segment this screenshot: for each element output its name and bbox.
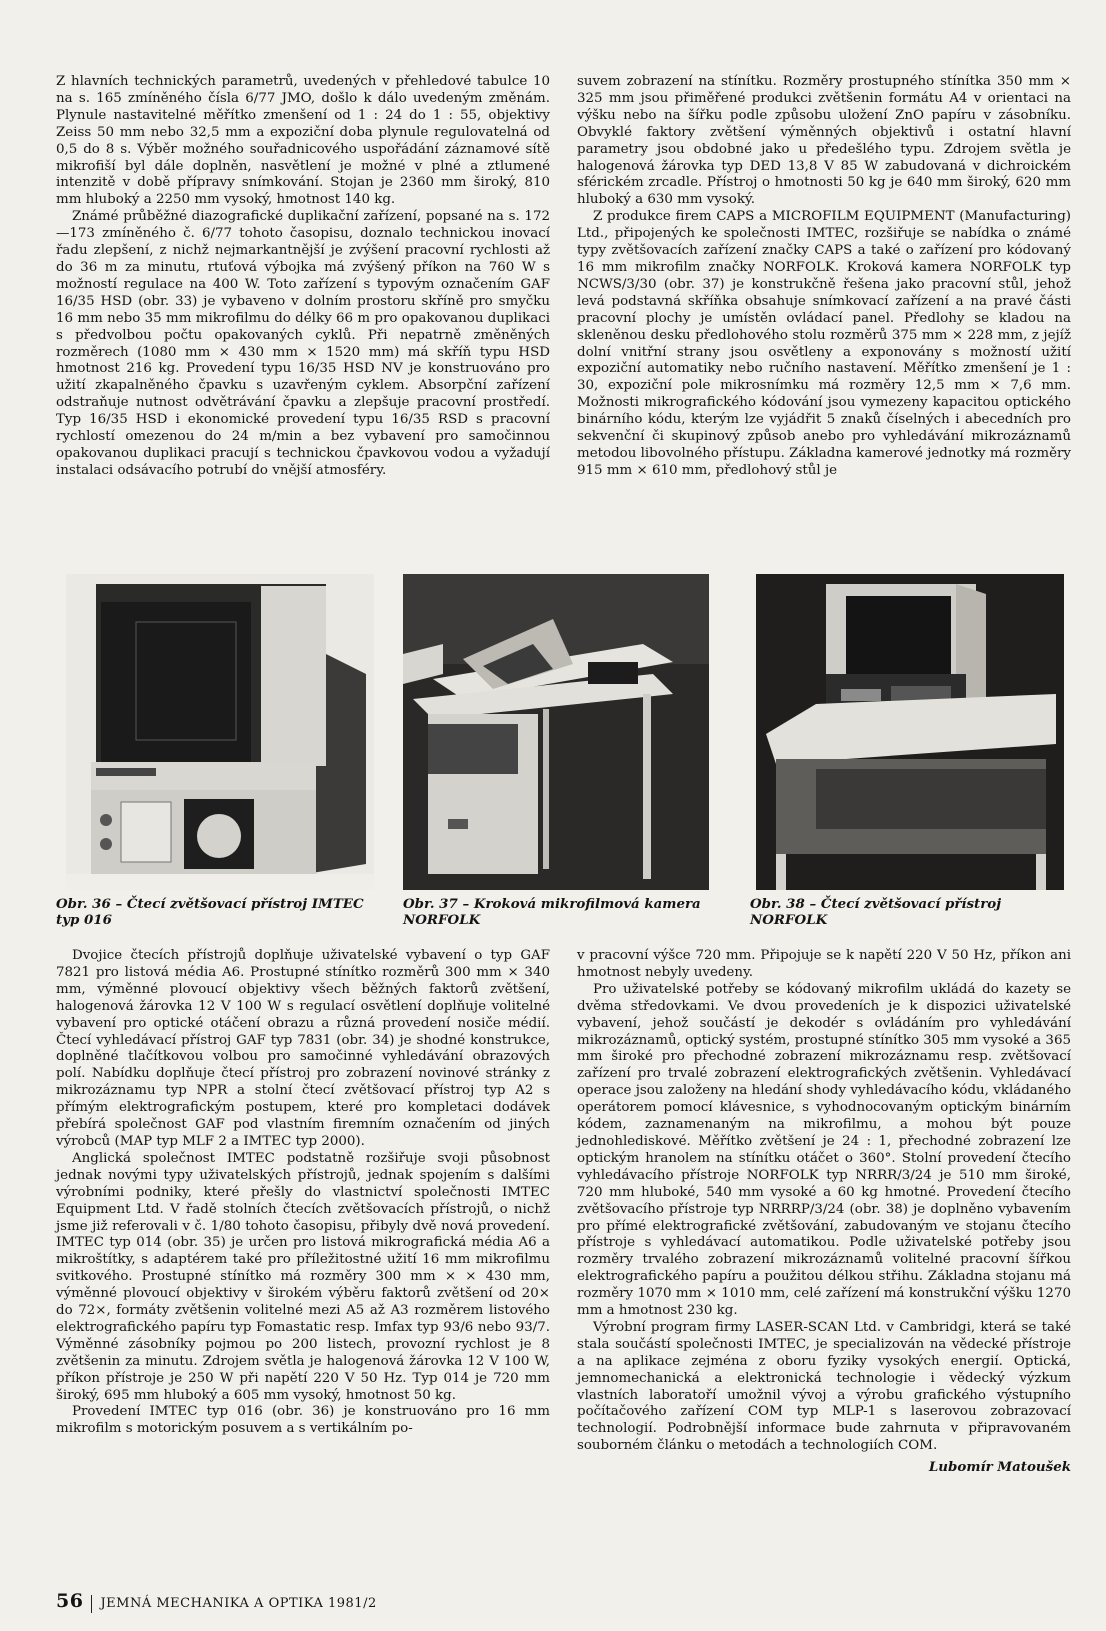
paragraph: suvem zobrazení na stínítku. Rozměry prostupného stínítka 350 mm × 325 mm jsou přiměřené produkci zvětšenin formátu A4 v orientaci na výšku nebo na šířku podle způsobu uložení ZnO papíru v zásobníku. Obvyklé faktory zvětšení výměnných objektivů i ostatní hlavní parametry jsou obdobné jako u předešlého typu. Zdrojem světla je halogenová žárovka typ DED 13,8 V 85 W zabudovaná v dichroickém sférickém zrcadle. Přístroj o hmotnosti 50 kg je 640 mm široký, 620 mm hluboký a 630 mm vysoký. [577,74,1071,208]
caption-figure-38: Obr. 38 – Čtecí zvětšovací přístroj NORFOLK [750,896,1002,928]
paragraph: Pro uživatelské potřeby se kódovaný mikrofilm ukládá do kazety se dvěma středovkami. Ve dvou provedeních je k dispozici uživatelské vybavení, jehož součástí je dekodér s ovládáním pro vyhledávání mikrozáznamů, optický systém, prostupné stínítko 305 mm vysoké a 365 mm široké pro přechodné zobrazení mikrozáznamu resp. zvětšovací zařízení pro trvalé zobrazení elektrografických zvětšenin. Vyhledávací operace jsou založeny na hledání shody vyhledávacího kódu, vkládaného operátorem pomocí klávesnice, s vyhodnocovaným optickým binárním kódem, zaznamenaným na mikrofilmu, a mohou být pouze jednohlediskové. Měřítko zvětšení je 24 : 1, přechodné zobrazení lze optickým hranolem na stínítku otáčet o 360°. Stolní provedení čtecího vyhledávacího přístroje NORFOLK typ NRRR/3/24 je 510 mm široké, 720 mm hluboké, 540 mm vysoké a 60 kg hmotné. Provedení čtecího zvětšovacího přístroje typ NRRRP/3/24 (obr. 38) je doplněno vybavením pro přímé elektrografické zvětšování, zabudovaným ve stojanu čtecího přístroje s vyhledávací automatikou. Podle uživatelské potřeby jsou rozměry trvalého zobrazení mikrozáznamů volitelné pracovní šířkou elektrografického papíru a použitou délkou střihu. Základna stojanu má rozměry 1070 mm × 1010 mm, celé zařízení má konstrukční výšku 1270 mm a hmotnost 230 kg. [577,981,1071,1319]
column-top-right [577,74,1071,480]
page-number: 56 [56,1590,84,1612]
reader-illustration [66,574,374,890]
author-signature: Lubomír Matoušek [928,1459,1071,1476]
paragraph: Dvojice čtecích přístrojů doplňuje uživatelské vybavení o typ GAF 7821 pro listová média A6. Prostupné stínítko rozměrů 300 mm × 340 mm, výměnné plovoucí objektivy všech běžných faktorů zvětšení, halogenová žárovka 12 V 100 W s regulací osvětlení doplňuje volitelné vybavení pro optické otáčení obrazu a různá provedení nosiče médií. Čtecí vyhledávací přístroj GAF typ 7831 (obr. 34) je shodné konstrukce, doplněné tlačítkovou volbou pro samočinné vyhledávání obrazových polí. Nabídku doplňuje čtecí přístroj pro zobrazení novinové stránky z mikrozáznamu typ NPR a stolní čtecí zvětšovací přístroj typ A2 s přímým elektrografickým postupem, které pro kompletaci dodávek přebírá společnost GAF pod vlastním firemním označením od jiných výrobců (MAP typ MLF 2 a IMTEC typ 2000). [56,948,550,1149]
caption-figure-37: Obr. 37 – Kroková mikrofilmová kamera NORFOLK [403,896,701,928]
column-bottom-left [56,948,550,1438]
page-footer [56,1590,377,1613]
camera-illustration [403,574,709,890]
column-bottom-right [577,948,1071,1476]
norfolk-reader-illustration [756,574,1064,890]
column-top-left [56,74,550,480]
photo-norfolk-camera [403,574,709,890]
photo-imtec-reader [66,574,374,890]
paragraph: Provedení IMTEC typ 016 (obr. 36) je konstruováno pro 16 mm mikrofilm s motorickým posuvem a s vertikálním po- [56,1404,550,1437]
photo-norfolk-reader [756,574,1064,890]
paragraph: Výrobní program firmy LASER-SCAN Ltd. v Cambridgi, která se také stala součástí společnosti IMTEC, je specializován na vědecké přístroje a na aplikace zejména z oboru fyziky vysokých energií. Optická, jemnomechanická a elektronická technologie i vědecký výzkum vlastních laboratoří umožnil vývoj a výrobu grafického výstupního počítačového zařízení COM typ MLP-1 s laserovou zobrazovací technologií. Podrobnější informace bude zahrnuta v připravovaném souborném článku o metodách a technologiích COM. [577,1319,1071,1454]
paragraph: Z produkce firem CAPS a MICROFILM EQUIPMENT (Manufacturing) Ltd., připojených ke společnosti IMTEC, rozšiřuje se nabídka o známé typy zvětšovacích zařízení značky CAPS a také o zařízení pro kódovaný 16 mm mikrofilm značky NORFOLK. Kroková kamera NORFOLK typ NCWS/3/30 (obr. 37) je konstrukčně řešena jako pracovní stůl, jehož levá podstavná skříňka obsahuje snímkovací zařízení a na pravé části pracovní plochy je umístěn ovládací panel. Předlohy se kladou na skleněnou desku předlohového stolu rozměrů 375 mm × 228 mm, z jejíž dolní vnitřní strany jsou osvětleny a exponovány s možností užití expoziční automatiky nebo ručního nastavení. Měřítko zmenšení je 1 : 30, expoziční pole mikrosnímku má rozměry 12,5 mm × 7,6 mm. Možnosti mikrografického kódování jsou vymezeny kapacitou optického binárního kódu, kterým lze vyjádřit 5 znaků číselných i abecedních pro sekvenční či skupinový způsob anebo pro vyhledávání mikrozáznamů metodou libovolného přístupu. Základna kamerové jednotky má rozměry 915 mm × 610 mm, předlohový stůl je [577,209,1071,478]
caption-figure-36: Obr. 36 – Čtecí zvětšovací přístroj IMTEC typ 016 [56,896,364,928]
journal-name: JEMNÁ MECHANIKA A OPTIKA 1981/2 [100,1596,377,1611]
paragraph: Známé průběžné diazografické duplikační zařízení, popsané na s. 172—173 zmíněného č. 6/77 tohoto časopisu, doznalo technickou inovací řadu zlepšení, z nichž nejmarkantnější je zvýšení pracovní rychlosti až do 36 m za minutu, rtuťová výbojka má zvýšený příkon na 760 W s možností regulace na 400 W. Toto zařízení s typovým označením GAF 16/35 HSD (obr. 33) je vybaveno v dolním prostoru skříně pro smyčku 16 mm nebo 35 mm mikrofilmu do délky 66 m pro opakovanou duplikaci s předvolbou počtu opakovaných cyklů. Při nepatrně změněných rozměrech (1080 mm × 430 mm × 1520 mm) má skříň typu HSD hmotnost 216 kg. Provedení typu 16/35 HSD NV je konstruováno pro užití zkapalněného čpavku s uzavřeným cyklem. Absorpční zařízení odstraňuje nutnost odvětrávání čpavku a zlepšuje pracovní prostředí. Typ 16/35 HSD i ekonomické provedení typu 16/35 RSD s pracovní rychlostí omezenou do 24 m/min a bez vybavení pro samočinnou opakovanou duplikaci pracují s technickou čpavkovou vodou a vyžadují instalaci odsávacího potrubí do vnější atmosféry. [56,209,550,478]
paragraph: Anglická společnost IMTEC podstatně rozšiřuje svoji působnost jednak novými typy uživatelských přístrojů, jednak spojením s dalšími výrobními podniky, které přešly do vlastnictví společnosti IMTEC Equipment Ltd. V řadě stolních čtecích zvětšovacích přístrojů, o nichž jsme již referovali v č. 1/80 tohoto časopisu, přibyly dvě nová provedení. IMTEC typ 014 (obr. 35) je určen pro listová mikrografická média A6 a mikroštítky, s adaptérem také pro příležitostné užití 16 mm mikrofilmu svitkového. Prostupné stínítko má rozměry 300 mm × × 430 mm, výměnné plovoucí objektivy v širokém výběru faktorů zvětšení od 20× do 72×, formáty zvětšenin volitelné mezi A5 až A3 rozměrem listového elektrografického papíru typ Fomastatic resp. Imfax typ 93/6 nebo 93/7. Výměnné zásobníky pojmou po 200 listech, provozní rychlost je 8 zvětšenin za minutu. Zdrojem světla je halogenová žárovka 12 V 100 W, příkon přístroje je 250 W při napětí 220 V 50 Hz. Typ 014 je 720 mm široký, 695 mm hluboký a 605 mm vysoký, hmotnost 50 kg. [56,1150,550,1403]
footer-divider [91,1595,92,1613]
paragraph: Z hlavních technických parametrů, uvedených v přehledové tabulce 10 na s. 165 zmíněného čísla 6/77 JMO, došlo k dálo uvedeným změnám. Plynule nastavitelné měřítko zmenšení od 1 : 24 do 1 : 55, objektivy Zeiss 50 mm nebo 32,5 mm a expoziční doba plynule regulovatelná od 0,5 do 8 s. Výběr možného souřadnicového uspořádání záznamové sítě mikrofiší byl dále doplněn, nasvětlení je možné v plné a ztlumené intenzitě v době přípravy snímkování. Stojan je 2360 mm široký, 810 mm hluboký a 2250 mm vysoký, hmotnost 140 kg. [56,74,550,208]
paragraph: v pracovní výšce 720 mm. Připojuje se k napětí 220 V 50 Hz, příkon ani hmotnost nebyly uvedeny. [577,948,1071,980]
